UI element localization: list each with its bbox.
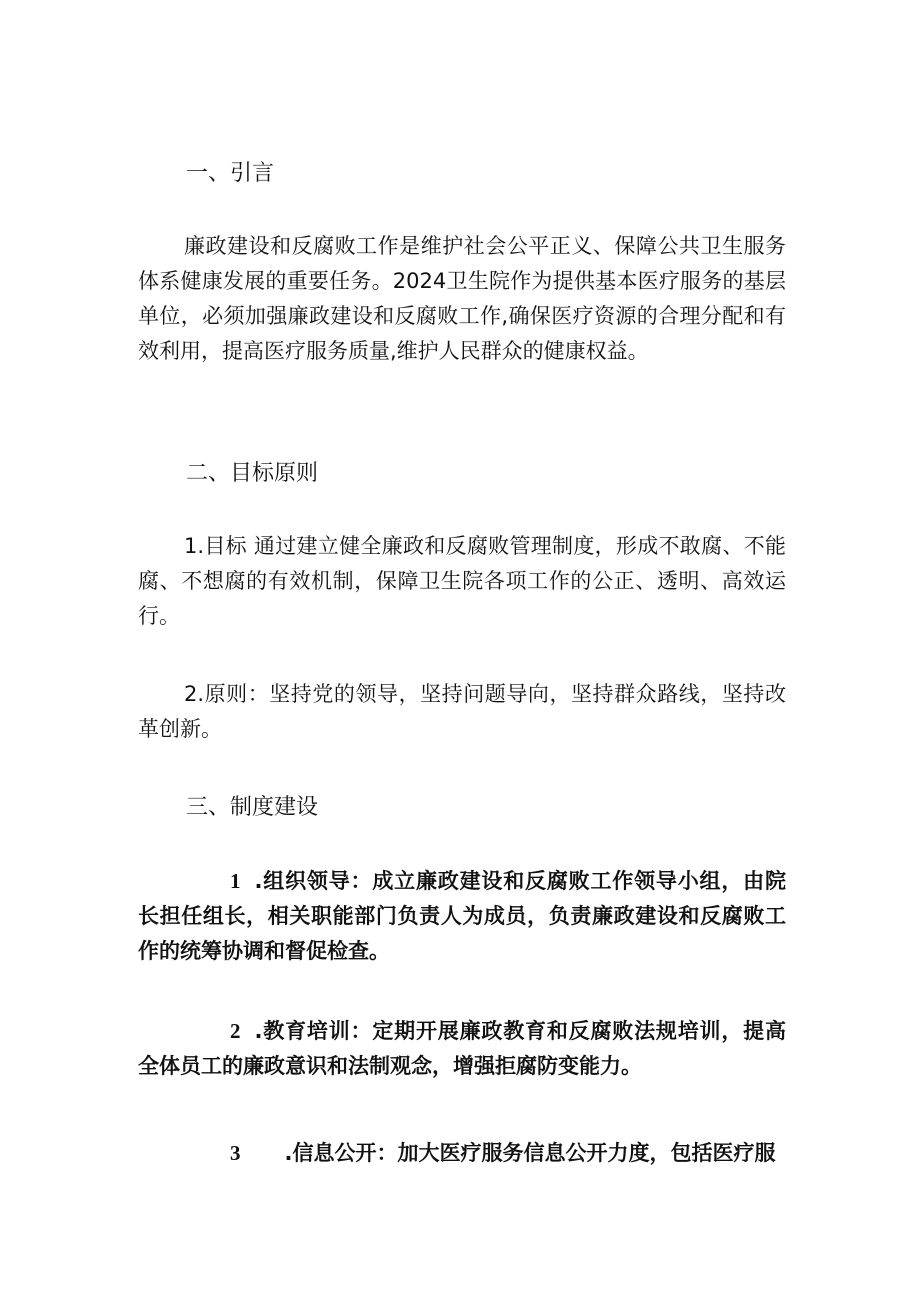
item-text: .信息公开：加大医疗服务信息公开力度，包括医疗服 [284,1141,776,1165]
education-training-paragraph [138,1014,786,1084]
principle-paragraph: 2.原则：坚持党的领导，坚持问题导向，坚持群众路线，坚持改革创新。 [138,682,786,741]
introduction-paragraph: 廉政建设和反腐败工作是维护社会公平正义、保障公共卫生服务体系健康发展的重要任务。2024卫生院作为提供基本医疗服务的基层单位，必须加强廉政建设和反腐败工作,确保医疗资源的合理分配和有效利用，提高医疗服务质量,维护人民群众的健康权益。 [138,234,786,363]
organization-leadership-paragraph [138,864,786,969]
section-heading-goals-principles: 二、目标原则 [186,461,319,486]
section-heading-system-building: 三、制度建设 [186,795,319,820]
item-text: .教育培训：定期开展廉政教育和反腐败法规培训，提高全体员工的廉政意识和法制观念，增强拒腐防变能力。 [138,1019,786,1078]
item-number: 2 [230,1019,241,1043]
information-disclosure-paragraph [138,1136,786,1171]
item-number: 3 [230,1141,241,1165]
item-number: 1 [230,869,241,893]
section-heading-introduction: 一、引言 [186,161,275,186]
goal-paragraph: 1.目标 通过建立健全廉政和反腐败管理制度，形成不敢腐、不能腐、不想腐的有效机制，保障卫生院各项工作的公正、透明、高效运行。 [138,534,786,628]
item-text: .组织领导：成立廉政建设和反腐败工作领导小组，由院长担任组长，相关职能部门负责人为成员，负责廉政建设和反腐败工作的统筹协调和督促检查。 [138,869,786,963]
